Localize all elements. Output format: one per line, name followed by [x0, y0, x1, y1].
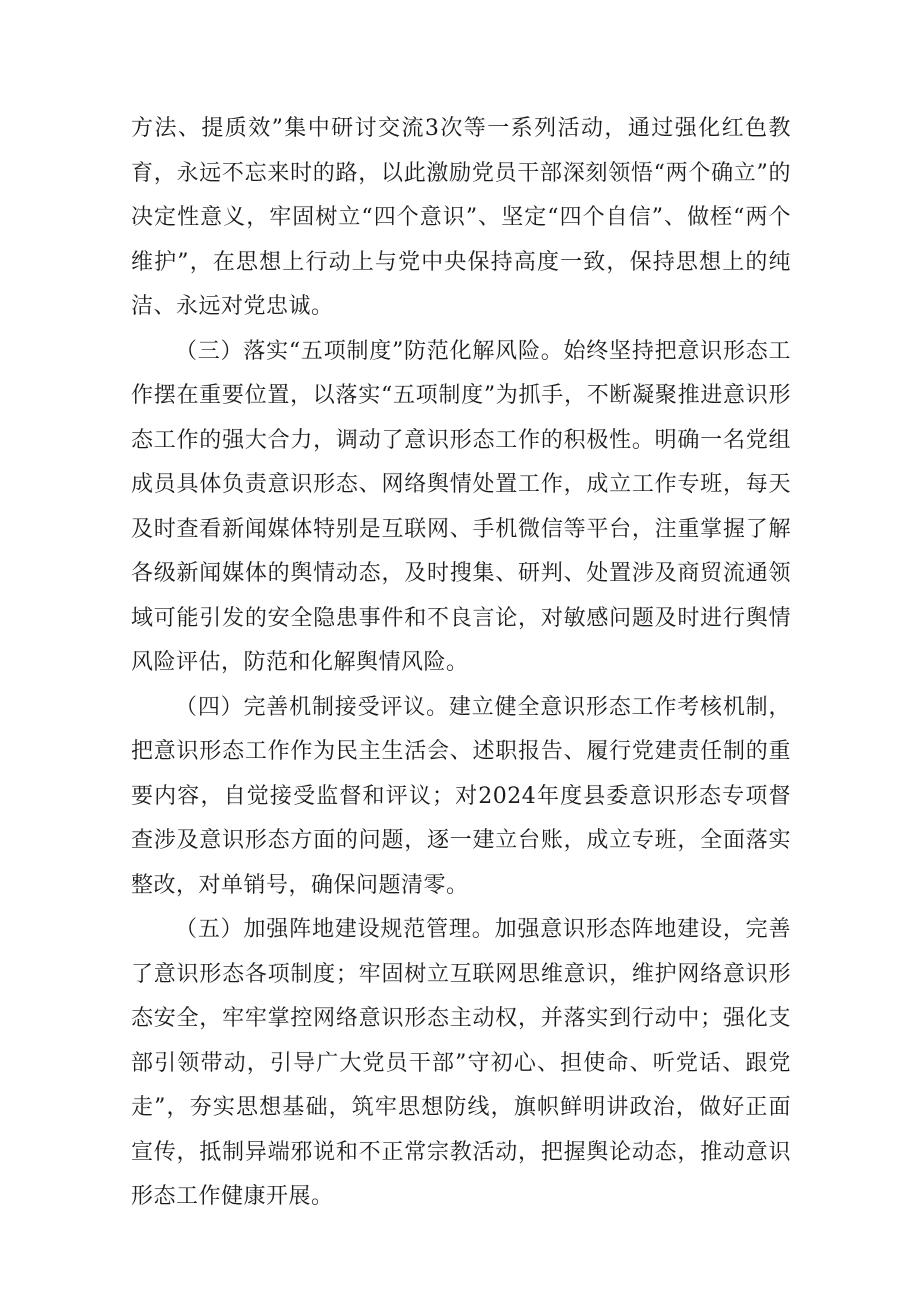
document-body	[131, 107, 791, 1220]
paragraph-section-three: （三）落实“五项制度”防范化解风险。始终坚持把意识形态工作摆在重要位置，以落实“五项制度”为抓手，不断凝聚推进意识形态工作的强大合力，调动了意识形态工作的积极性。明确一名党组成员具体负责意识形态、网络舆情处置工作，成立工作专班，每天及时查看新闻媒体特别是互联网、手机微信等平台，注重掌握了解各级新闻媒体的舆情动态，及时搜集、研判、处置涉及商贸流通领域可能引发的安全隐患事件和不良言论，对敏感问题及时进行舆情风险评估，防范和化解舆情风险。	[131, 338, 791, 675]
paragraph-section-four: （四）完善机制接受评议。建立健全意识形态工作考核机制，把意识形态工作作为民主生活会、述职报告、履行党建责任制的重要内容，自觉接受监督和评议；对2024年度县委意识形态专项督查涉及意识形态方面的问题，逐一建立台账，成立专班，全面落实整改，对单销号，确保问题清零。	[131, 694, 791, 898]
paragraph-continuation: 方法、提质效”集中研讨交流3次等一系列活动，通过强化红色教育，永远不忘来时的路，以此激励党员干部深刻领悟“两个确立”的决定性意义，牢固树立“四个意识”、坚定“四个自信”、做桎“两个维护”，在思想上行动上与党中央保持高度一致，保持思想上的纯洁、永远对党忠诚。	[131, 116, 791, 319]
paragraph-section-five: （五）加强阵地建设规范管理。加强意识形态阵地建设，完善了意识形态各项制度；牢固树立互联网思维意识，维护网络意识形态安全，牢牢掌控网络意识形态主动权，并落实到行动中；强化支部引领带动，引导广大党员干部”守初心、担使命、听党话、跟党走”，夯实思想基础，筑牢思想防线，旗帜鲜明讲政治，做好正面宣传，抵制异端邪说和不正常宗教活动，把握舆论动态，推动意识形态工作健康开展。	[131, 917, 791, 1209]
